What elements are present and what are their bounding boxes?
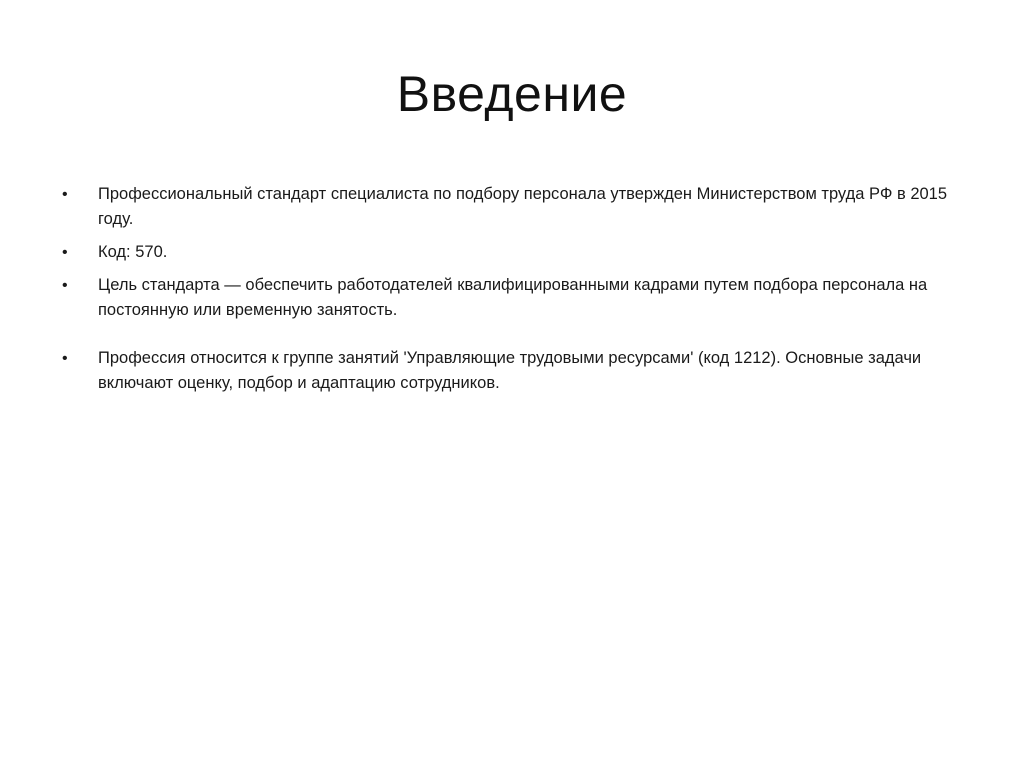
bullet-item (62, 273, 962, 323)
bullet-text: Профессиональный стандарт специалиста по подбору персонала утвержден Министерством труда РФ в 2015 году. (98, 185, 948, 228)
bullet-item (62, 182, 962, 232)
bullet-text: Код: 570. (98, 243, 168, 261)
bullet-icon: • (62, 277, 68, 294)
bullet-icon: • (62, 186, 68, 203)
bullet-list (62, 182, 962, 404)
bullet-text: Цель стандарта — обеспечить работодателей квалифицированными кадрами путем подбора персонала на постоянную или временную занятость. (98, 276, 928, 319)
bullet-icon: • (62, 350, 68, 367)
bullet-icon: • (62, 244, 68, 261)
bullet-item (62, 346, 962, 396)
bullet-text: Профессия относится к группе занятий 'Управляющие трудовыми ресурсами' (код 1212). Основные задачи включают оценку, подбор и адаптацию сотрудников. (98, 349, 922, 392)
slide-title: Введение (396, 66, 628, 122)
bullet-item (62, 240, 962, 265)
